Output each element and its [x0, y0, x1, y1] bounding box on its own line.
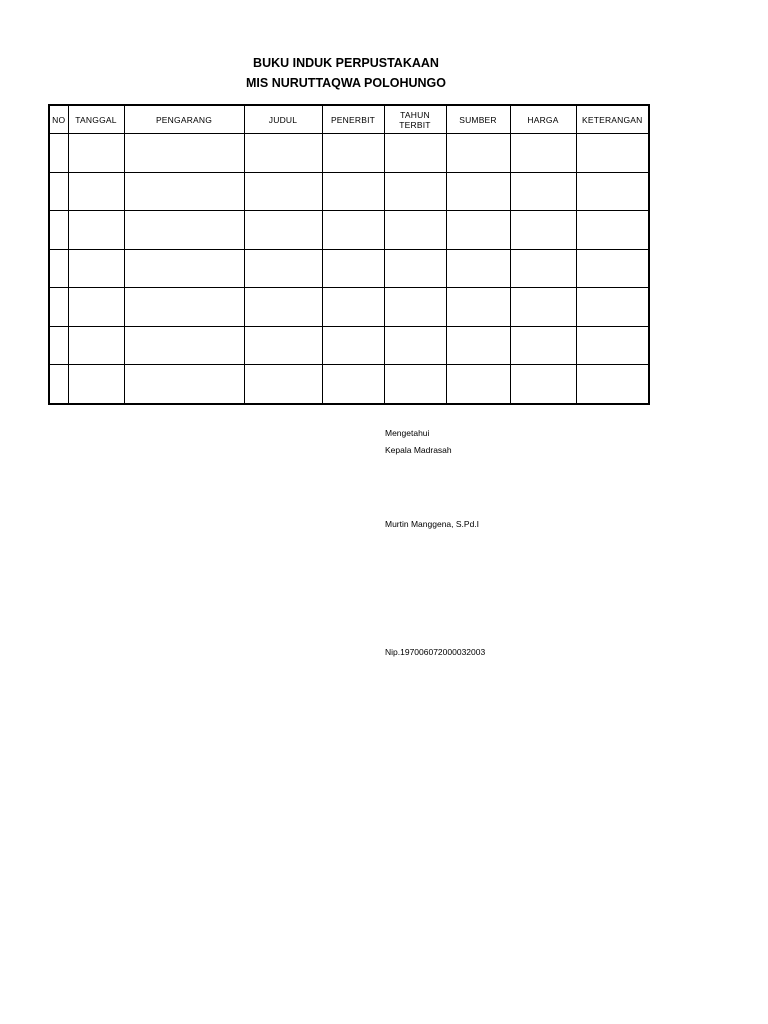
- column-header-sumber: SUMBER: [446, 105, 510, 134]
- table-cell: [244, 288, 322, 327]
- table-cell: [446, 134, 510, 173]
- signature-acknowledged: Mengetahui: [385, 428, 430, 438]
- column-header-pengarang: PENGARANG: [124, 105, 244, 134]
- column-header-keterangan: KETERANGAN: [576, 105, 649, 134]
- table-cell: [446, 249, 510, 288]
- table-cell: [384, 249, 446, 288]
- table-cell: [244, 326, 322, 365]
- table-row: [49, 326, 649, 365]
- table-cell: [124, 249, 244, 288]
- table-cell: [322, 211, 384, 250]
- table-cell: [510, 326, 576, 365]
- table-cell: [446, 326, 510, 365]
- table-cell: [576, 134, 649, 173]
- table-cell: [322, 288, 384, 327]
- table-cell: [576, 326, 649, 365]
- table-cell: [322, 134, 384, 173]
- table-row: [49, 288, 649, 327]
- table-cell: [244, 172, 322, 211]
- table-cell: [510, 172, 576, 211]
- table-cell: [244, 211, 322, 250]
- table-cell: [576, 249, 649, 288]
- signature-position: Kepala Madrasah: [385, 445, 452, 455]
- table-cell: [384, 326, 446, 365]
- library-register-table: [48, 104, 650, 405]
- table-cell: [446, 211, 510, 250]
- table-cell: [124, 326, 244, 365]
- document-title: [0, 53, 692, 93]
- table-cell: [244, 365, 322, 404]
- table-cell: [244, 249, 322, 288]
- table-cell: [576, 365, 649, 404]
- signature-nip: Nip.197006072000032003: [385, 647, 486, 657]
- table-cell: [446, 365, 510, 404]
- table-cell: [124, 365, 244, 404]
- table-cell: [124, 288, 244, 327]
- table-cell: [49, 134, 68, 173]
- table-row: [49, 249, 649, 288]
- title-line-1: BUKU INDUK PERPUSTAKAAN: [253, 56, 439, 70]
- table-cell: [49, 249, 68, 288]
- table-cell: [384, 134, 446, 173]
- table-cell: [322, 365, 384, 404]
- table-cell: [576, 211, 649, 250]
- table-cell: [322, 326, 384, 365]
- table-cell: [68, 365, 124, 404]
- table-header-row: [49, 105, 649, 134]
- signature-name: Murtin Manggena, S.Pd.I: [385, 519, 480, 529]
- column-header-tanggal: TANGGAL: [68, 105, 124, 134]
- table-cell: [49, 172, 68, 211]
- table-cell: [384, 288, 446, 327]
- table-cell: [124, 211, 244, 250]
- table-cell: [49, 288, 68, 327]
- table-cell: [384, 211, 446, 250]
- column-header-harga: HARGA: [510, 105, 576, 134]
- table-cell: [446, 288, 510, 327]
- table-cell: [510, 288, 576, 327]
- table-cell: [510, 249, 576, 288]
- column-header-judul: JUDUL: [244, 105, 322, 134]
- table-cell: [510, 365, 576, 404]
- table-cell: [384, 365, 446, 404]
- table-cell: [124, 134, 244, 173]
- table-cell: [576, 288, 649, 327]
- column-header-no: NO: [49, 105, 68, 134]
- table-cell: [322, 172, 384, 211]
- table-cell: [49, 326, 68, 365]
- table-body: [49, 134, 649, 404]
- table-cell: [576, 172, 649, 211]
- table-cell: [446, 172, 510, 211]
- table-cell: [68, 249, 124, 288]
- table-cell: [244, 134, 322, 173]
- table-cell: [68, 134, 124, 173]
- table-cell: [124, 172, 244, 211]
- table-cell: [510, 134, 576, 173]
- column-header-penerbit: PENERBIT: [322, 105, 384, 134]
- table-cell: [49, 211, 68, 250]
- table-cell: [49, 365, 68, 404]
- table-cell: [322, 249, 384, 288]
- title-line-2: MIS NURUTTAQWA POLOHUNGO: [246, 76, 446, 90]
- table-row: [49, 365, 649, 404]
- table-cell: [384, 172, 446, 211]
- table-cell: [68, 172, 124, 211]
- table-cell: [68, 288, 124, 327]
- table-row: [49, 172, 649, 211]
- column-header-tahun-terbit: TAHUN TERBIT: [384, 105, 446, 134]
- table-cell: [68, 326, 124, 365]
- table-row: [49, 211, 649, 250]
- table-row: [49, 134, 649, 173]
- table-cell: [510, 211, 576, 250]
- table-cell: [68, 211, 124, 250]
